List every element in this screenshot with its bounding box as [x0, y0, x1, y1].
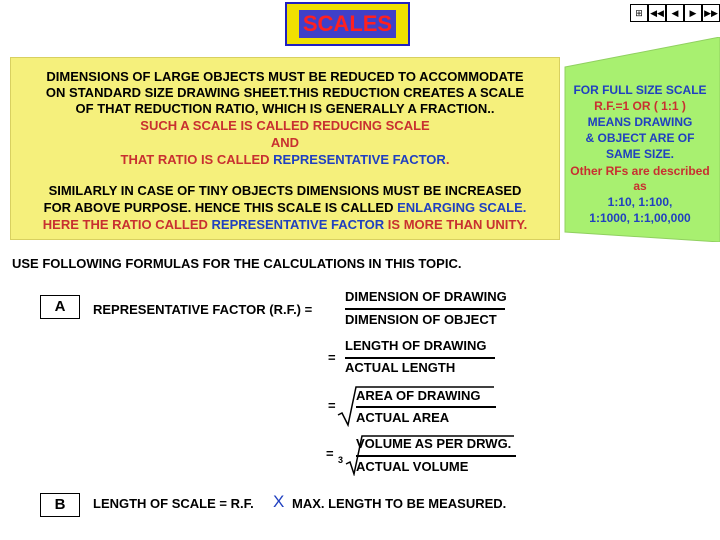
rf-end: . [445, 152, 450, 167]
formula-a-num4: VOLUME AS PER DRWG. [356, 436, 512, 451]
formula-a-label: A [40, 295, 80, 319]
here-term: REPRESENTATIVE FACTOR [211, 217, 385, 232]
page-title [285, 2, 410, 46]
formula-b-label: B [40, 493, 80, 517]
and-word: AND [270, 135, 300, 150]
first-nav-button[interactable]: ◀◀ [648, 4, 666, 22]
last-nav-button[interactable]: ▶▶ [702, 4, 720, 22]
enlarge-line-1: SIMILARLY IN CASE OF TINY OBJECTS DIMENSIONS MUST BE INCREASED [48, 183, 522, 198]
fraction-bar-2 [345, 357, 495, 359]
formula-a-den1: DIMENSION OF OBJECT [345, 312, 497, 327]
formula-a-num3: AREA OF DRAWING [356, 388, 481, 403]
reducing-scale-line [11, 117, 559, 134]
formula-a-lhs: REPRESENTATIVE FACTOR (R.F.) = [93, 302, 313, 317]
definition-line-2: ON STANDARD SIZE DRAWING SHEET.THIS REDUCTION CREATES A SCALE [45, 85, 525, 100]
definition-line-3: OF THAT REDUCTION RATIO, WHICH IS GENERALLY A FRACTION.. [75, 101, 495, 116]
next-nav-button[interactable]: ▶ [684, 4, 702, 22]
equals-sign-2: = [328, 350, 336, 365]
fraction-bar-1 [345, 308, 505, 310]
full-size-line-2: R.F.=1 OR ( 1:1 ) [594, 99, 686, 113]
formula-b-rhs: MAX. LENGTH TO BE MEASURED. [292, 496, 507, 511]
full-size-line-1: FOR FULL SIZE SCALE [573, 83, 707, 97]
page-title-text: SCALES [299, 10, 396, 38]
formula-a-den2: ACTUAL LENGTH [345, 360, 456, 375]
definitions-panel [10, 57, 560, 240]
full-size-line-5: SAME SIZE. [605, 147, 674, 161]
equals-sign-3: = [328, 398, 336, 413]
formula-a-num2: LENGTH OF DRAWING [345, 338, 487, 353]
prev-nav-button[interactable]: ◀ [666, 4, 684, 22]
fraction-bar-4 [356, 455, 516, 457]
other-rf-line-4: 1:1000, 1:1,00,000 [589, 211, 691, 225]
enlarge-pre: FOR ABOVE PURPOSE. HENCE THIS SCALE IS CALLED [43, 200, 398, 215]
times-symbol: X [273, 492, 285, 511]
other-rf-line-1: Other RFs are described [570, 164, 710, 178]
use-formulas-heading: USE FOLLOWING FORMULAS FOR THE CALCULATIONS IN THIS TOPIC. [12, 256, 462, 271]
equals-sign-4: = [326, 446, 334, 461]
definition-line-1: DIMENSIONS OF LARGE OBJECTS MUST BE REDUCED TO ACCOMMODATE [46, 69, 524, 84]
rf-line [11, 151, 559, 168]
here-line [11, 216, 559, 233]
here-post: IS MORE THAN UNITY. [384, 217, 528, 232]
cube-root-index: 3 [338, 455, 344, 465]
reducing-term: REDUCING SCALE [312, 118, 430, 133]
full-size-line-3: MEANS DRAWING [587, 115, 693, 129]
nav-bar [630, 4, 720, 22]
other-rf-line-2: as [633, 179, 647, 193]
rf-pre: THAT RATIO IS CALLED [120, 152, 274, 167]
formula-b-lhs: LENGTH OF SCALE = R.F. [93, 496, 254, 511]
home-nav-button[interactable]: ⊞ [630, 4, 648, 22]
other-rf-line-3: 1:10, 1:100, [607, 195, 673, 209]
rf-term: REPRESENTATIVE FACTOR [273, 152, 446, 167]
here-pre: HERE THE RATIO CALLED [42, 217, 212, 232]
full-size-line-4: & OBJECT ARE OF [585, 131, 695, 145]
enlarge-term: ENLARGING SCALE. [397, 200, 527, 215]
formula-a-num1: DIMENSION OF DRAWING [345, 289, 507, 304]
fraction-bar-3 [356, 406, 496, 408]
formula-a-den3: ACTUAL AREA [356, 410, 450, 425]
reducing-pre: SUCH A SCALE IS CALLED [140, 118, 313, 133]
enlarge-line-2 [11, 199, 559, 216]
formula-a-den4: ACTUAL VOLUME [356, 459, 469, 474]
